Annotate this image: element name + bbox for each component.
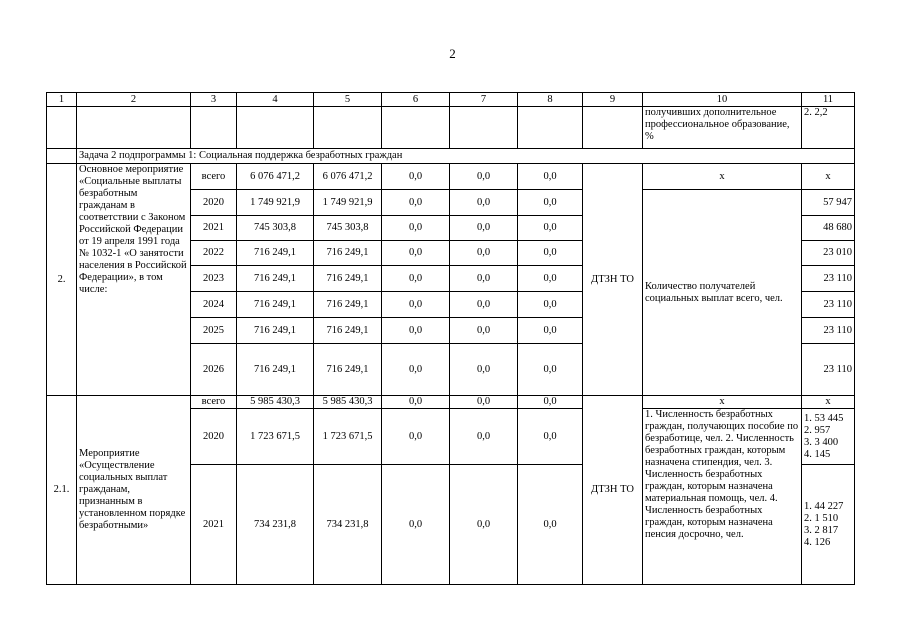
value-cell: 0,0 bbox=[450, 164, 518, 190]
value-cell: 23 110 bbox=[802, 318, 855, 344]
value-line: 4. 145 bbox=[804, 448, 831, 460]
value-cell: 716 249,1 bbox=[314, 266, 382, 292]
value-cell: 1 723 671,5 bbox=[314, 409, 382, 465]
col-header: 3 bbox=[191, 93, 237, 107]
value-line: 3. 3 400 bbox=[804, 436, 839, 448]
value-cell: 1 723 671,5 bbox=[237, 409, 314, 465]
value-cell: 0,0 bbox=[518, 266, 583, 292]
year-cell: всего bbox=[191, 164, 237, 190]
indicator-cell: Количество получателей социальных выплат всего, чел. bbox=[643, 190, 802, 396]
value-cell: 0,0 bbox=[518, 318, 583, 344]
value-cell: 0,0 bbox=[450, 292, 518, 318]
value-cell: 0,0 bbox=[518, 396, 583, 409]
value-cell: 0,0 bbox=[518, 241, 583, 266]
value-cell: 0,0 bbox=[450, 396, 518, 409]
value-cell: 716 249,1 bbox=[314, 318, 382, 344]
value-cell: 745 303,8 bbox=[237, 216, 314, 241]
value-line: 2. 957 bbox=[804, 424, 831, 436]
value-cell: 23 110 bbox=[802, 344, 855, 396]
table-row bbox=[47, 164, 855, 190]
year-cell: всего bbox=[191, 396, 237, 409]
value-cell: 0,0 bbox=[518, 409, 583, 465]
program-table bbox=[46, 92, 855, 585]
year-cell: 2020 bbox=[191, 409, 237, 465]
col-header: 11 bbox=[802, 93, 855, 107]
value-cell: х bbox=[802, 164, 855, 190]
value-cell bbox=[802, 409, 855, 465]
value-cell: 716 249,1 bbox=[314, 344, 382, 396]
value-cell: 23 110 bbox=[802, 292, 855, 318]
value-cell: 6 076 471,2 bbox=[237, 164, 314, 190]
value-cell: 0,0 bbox=[382, 164, 450, 190]
value-cell: 2. 2,2 bbox=[802, 107, 855, 149]
task-row bbox=[47, 149, 855, 164]
value-cell: 716 249,1 bbox=[314, 241, 382, 266]
value-cell: 0,0 bbox=[518, 292, 583, 318]
year-cell: 2026 bbox=[191, 344, 237, 396]
value-cell: 716 249,1 bbox=[237, 241, 314, 266]
value-cell: 0,0 bbox=[382, 266, 450, 292]
value-cell: 1 749 921,9 bbox=[314, 190, 382, 216]
col-header: 10 bbox=[643, 93, 802, 107]
value-line: 1. 44 227 bbox=[804, 500, 844, 512]
measure-name: Мероприятие «Осуществление социальных выплат гражданам, признанным в установленном порядке безработными» bbox=[77, 396, 191, 585]
value-cell: 0,0 bbox=[382, 241, 450, 266]
value-cell: 0,0 bbox=[518, 344, 583, 396]
value-cell: 716 249,1 bbox=[237, 318, 314, 344]
value-cell: 0,0 bbox=[382, 396, 450, 409]
value-cell: 0,0 bbox=[382, 190, 450, 216]
col-header: 6 bbox=[382, 93, 450, 107]
column-numbers-row bbox=[47, 93, 855, 107]
value-cell: 0,0 bbox=[450, 241, 518, 266]
value-cell: 0,0 bbox=[382, 216, 450, 241]
value-cell: 0,0 bbox=[382, 465, 450, 585]
year-cell: 2022 bbox=[191, 241, 237, 266]
value-cell bbox=[802, 465, 855, 585]
value-cell: 0,0 bbox=[518, 216, 583, 241]
value-line: 3. 2 817 bbox=[804, 524, 839, 536]
col-header: 7 bbox=[450, 93, 518, 107]
value-cell: 0,0 bbox=[450, 190, 518, 216]
value-cell: 0,0 bbox=[450, 266, 518, 292]
indicator-cell: х bbox=[643, 396, 802, 409]
indicator-cell: х bbox=[643, 164, 802, 190]
value-cell: 716 249,1 bbox=[237, 344, 314, 396]
value-line: 1. 53 445 bbox=[804, 412, 844, 424]
measure-name: Основное мероприятие «Социальные выплаты безработным гражданам в соответствии с Законом Российской Федерации от 19 апреля 1991 года № 1032-1 «О занятости населения в Российской Федерации», в том числе: bbox=[77, 164, 191, 396]
col-header: 2 bbox=[77, 93, 191, 107]
value-cell: 745 303,8 bbox=[314, 216, 382, 241]
measure-number: 2. bbox=[47, 164, 77, 396]
value-cell: 0,0 bbox=[382, 409, 450, 465]
value-cell: 0,0 bbox=[450, 216, 518, 241]
task-title: Задача 2 подпрограммы 1: Социальная поддержка безработных граждан bbox=[77, 149, 855, 164]
indicator-cell: 1. Численность безработных граждан, получающих пособие по безработице, чел. 2. Численность безработных граждан, которым назначена стипендия, чел. 3. Численность безработных граждан, которым назначена материальная помощь, чел. 4. Численность безработных граждан, которым назначена пенсия досрочно, чел. bbox=[643, 409, 802, 585]
value-cell: 734 231,8 bbox=[237, 465, 314, 585]
value-cell: 0,0 bbox=[518, 164, 583, 190]
value-cell: х bbox=[802, 396, 855, 409]
value-cell: 6 076 471,2 bbox=[314, 164, 382, 190]
table-row bbox=[47, 396, 855, 409]
col-header: 4 bbox=[237, 93, 314, 107]
value-cell: 0,0 bbox=[450, 465, 518, 585]
value-cell: 716 249,1 bbox=[237, 292, 314, 318]
continued-row bbox=[47, 107, 855, 149]
value-line: 4. 126 bbox=[804, 536, 831, 548]
value-cell: 0,0 bbox=[518, 465, 583, 585]
executor-cell: ДТЗН ТО bbox=[583, 396, 643, 585]
col-header: 5 bbox=[314, 93, 382, 107]
year-cell: 2021 bbox=[191, 216, 237, 241]
year-cell: 2024 bbox=[191, 292, 237, 318]
measure-number: 2.1. bbox=[47, 396, 77, 585]
value-cell: 0,0 bbox=[382, 292, 450, 318]
year-cell: 2021 bbox=[191, 465, 237, 585]
year-cell: 2025 bbox=[191, 318, 237, 344]
year-cell: 2023 bbox=[191, 266, 237, 292]
value-cell: 48 680 bbox=[802, 216, 855, 241]
page-number: 2 bbox=[449, 46, 456, 61]
value-cell: 0,0 bbox=[382, 344, 450, 396]
year-cell: 2020 bbox=[191, 190, 237, 216]
value-cell: 5 985 430,3 bbox=[237, 396, 314, 409]
value-cell: 23 010 bbox=[802, 241, 855, 266]
value-cell: 0,0 bbox=[450, 409, 518, 465]
value-cell: 57 947 bbox=[802, 190, 855, 216]
executor-cell: ДТЗН ТО bbox=[583, 164, 643, 396]
value-cell: 734 231,8 bbox=[314, 465, 382, 585]
col-header: 1 bbox=[47, 93, 77, 107]
value-cell: 5 985 430,3 bbox=[314, 396, 382, 409]
value-cell: 1 749 921,9 bbox=[237, 190, 314, 216]
value-cell: 0,0 bbox=[382, 318, 450, 344]
value-cell: 0,0 bbox=[450, 344, 518, 396]
value-cell: 716 249,1 bbox=[314, 292, 382, 318]
value-cell: 716 249,1 bbox=[237, 266, 314, 292]
col-header: 8 bbox=[518, 93, 583, 107]
indicator-cell: получивших дополнительное профессиональное образование, % bbox=[643, 107, 802, 149]
col-header: 9 bbox=[583, 93, 643, 107]
value-cell: 0,0 bbox=[518, 190, 583, 216]
value-cell: 23 110 bbox=[802, 266, 855, 292]
value-line: 2. 1 510 bbox=[804, 512, 839, 524]
value-cell: 0,0 bbox=[450, 318, 518, 344]
